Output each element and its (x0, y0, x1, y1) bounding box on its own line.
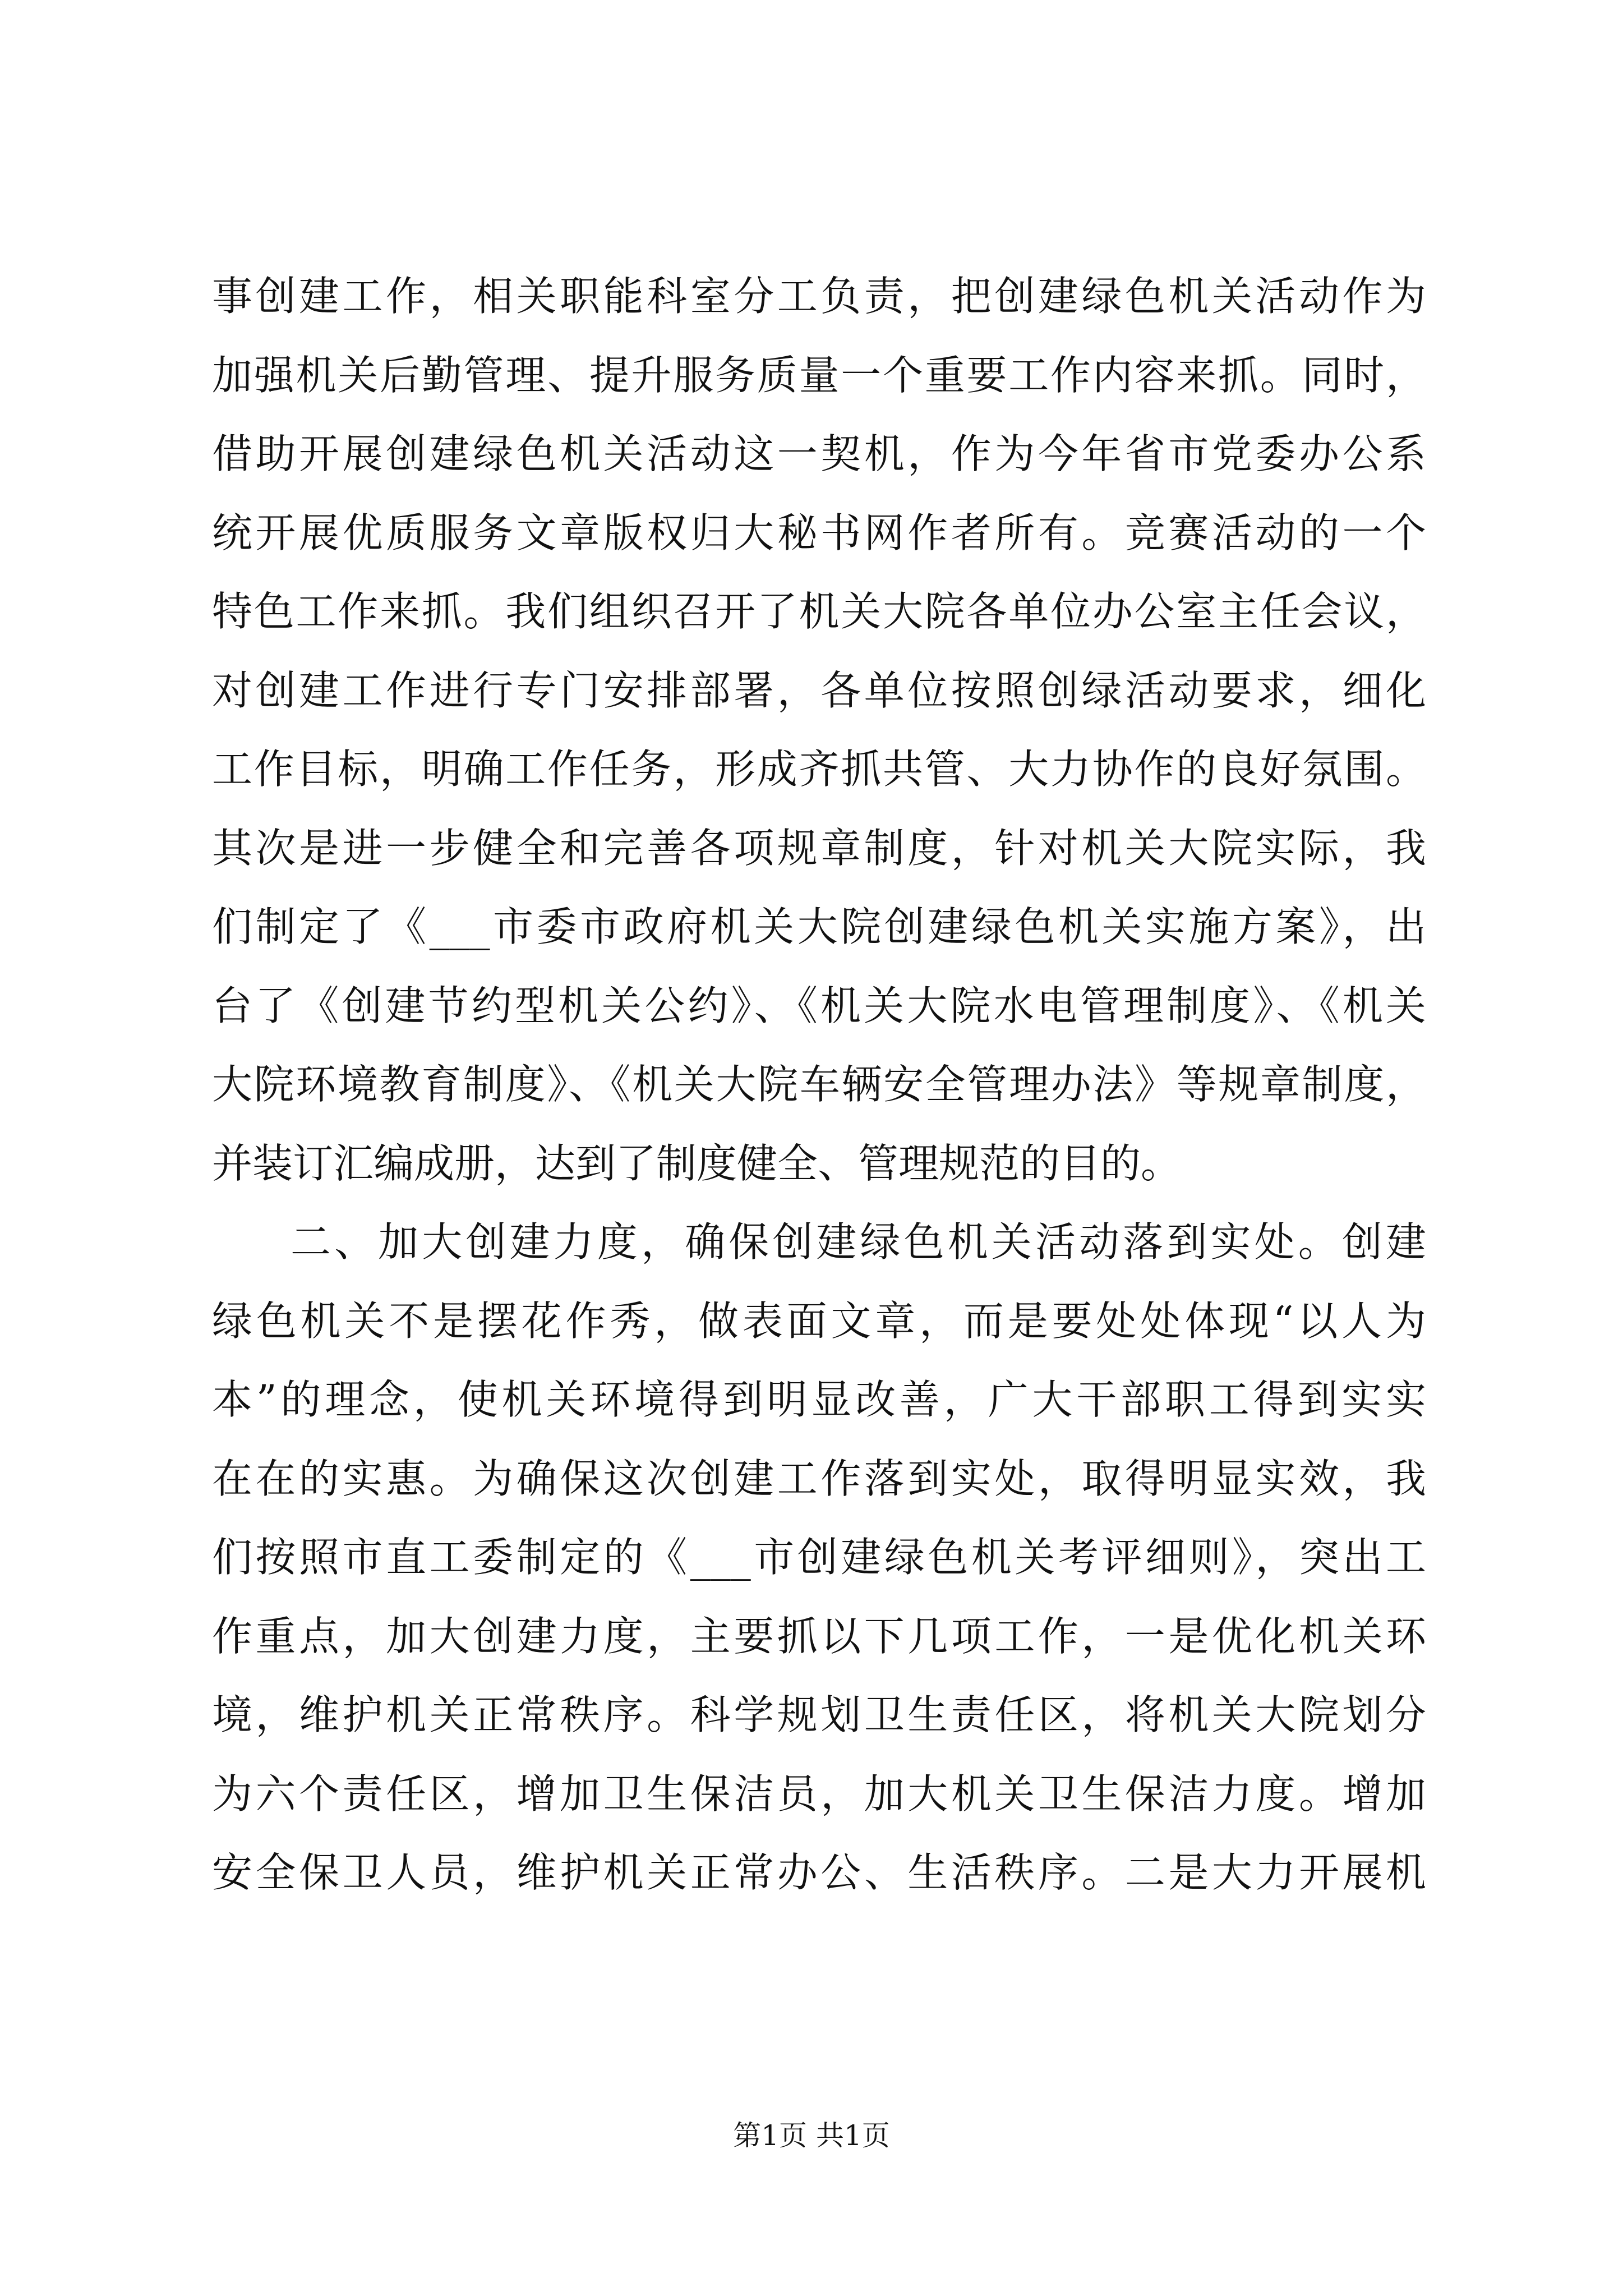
text-line: 境，维护机关正常秩序。科学规划卫生责任区，将机关大院划分 (212, 1691, 1426, 1738)
text-line: 借助开展创建绿色机关活动这一契机，作为今年省市党委办公系 (212, 430, 1426, 477)
text-line: 作重点，加大创建力度，主要抓以下几项工作，一是优化机关环 (212, 1612, 1426, 1660)
text-line: 加强机关后勤管理、提升服务质量一个重要工作内容来抓。同时， (212, 351, 1426, 399)
text-line: 本”的理念，使机关环境得到明显改善，广大干部职工得到实实 (212, 1376, 1426, 1423)
document-body (212, 257, 1426, 1912)
text-line: 在在的实惠。为确保这次创建工作落到实处，取得明显实效，我 (212, 1455, 1426, 1502)
text-line: 为六个责任区，增加卫生保洁员，加大机关卫生保洁力度。增加 (212, 1770, 1426, 1818)
page-number-footer: 第1页 共1页 (733, 2119, 890, 2152)
text-line: 其次是进一步健全和完善各项规章制度，针对机关大院实际，我 (212, 824, 1426, 872)
paragraph-end-line: 并装订汇编成册，达到了制度健全、管理规范的目的。 (212, 1139, 1182, 1187)
text-line: 绿色机关不是摆花作秀，做表面文章，而是要处处体现“以人为 (212, 1297, 1426, 1345)
text-line: 统开展优质服务文章版权归大秘书网作者所有。竞赛活动的一个 (212, 509, 1426, 556)
text-line: 特色工作来抓。我们组织召开了机关大院各单位办公室主任会议， (212, 588, 1426, 635)
text-line: 大院环境教育制度》、《机关大院车辆安全管理办法》等规章制度， (212, 1061, 1426, 1108)
text-line: 事创建工作，相关职能科室分工负责，把创建绿色机关活动作为 (212, 273, 1426, 320)
text-line: 安全保卫人员，维护机关正常办公、生活秩序。二是大力开展机 (212, 1849, 1426, 1896)
text-line: 们制定了《___市委市政府机关大院创建绿色机关实施方案》，出 (212, 903, 1426, 950)
text-line: 们按照市直工委制定的《___市创建绿色机关考评细则》，突出工 (212, 1534, 1426, 1581)
text-line: 台了《创建节约型机关公约》、《机关大院水电管理制度》、《机关 (212, 982, 1426, 1029)
text-line: 对创建工作进行专门安排部署，各单位按照创绿活动要求，细化 (212, 666, 1426, 714)
text-line: 工作目标，明确工作任务，形成齐抓共管、大力协作的良好氛围。 (212, 746, 1426, 793)
paragraph-start-line: 二、加大创建力度，确保创建绿色机关活动落到实处。创建 (291, 1218, 1426, 1266)
